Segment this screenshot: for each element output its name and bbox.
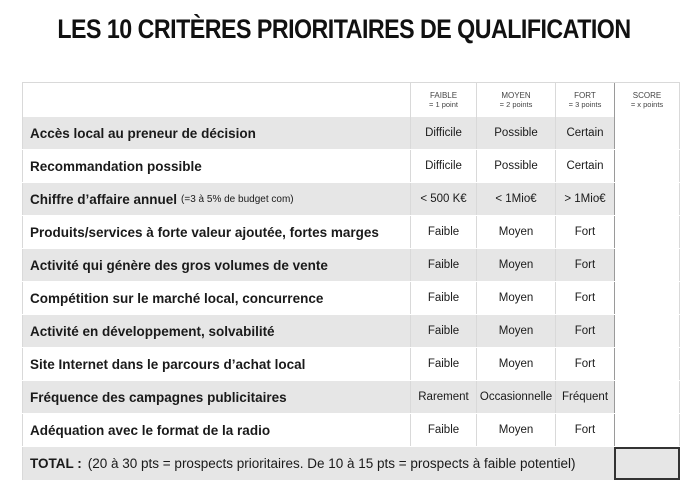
header-faible-name: FAIBLE xyxy=(429,91,458,100)
value-faible: Faible xyxy=(410,282,476,314)
value-fort: Fort xyxy=(555,348,614,380)
header-fort-name: FORT xyxy=(574,91,596,100)
criterion-label: Site Internet dans le parcours d’achat local xyxy=(22,348,410,380)
value-faible: Rarement xyxy=(410,381,476,413)
header-score-sub: = x points xyxy=(630,100,664,109)
criterion-label: Recommandation possible xyxy=(22,150,410,182)
value-moyen: Possible xyxy=(476,150,555,182)
total-text xyxy=(22,447,614,480)
table-row xyxy=(22,414,680,447)
criterion-label: Adéquation avec le format de la radio xyxy=(22,414,410,446)
table-row xyxy=(22,183,680,216)
value-faible: Faible xyxy=(410,249,476,281)
score-cell[interactable] xyxy=(614,315,680,347)
total-description: (20 à 30 pts = prospects prioritaires. De 10 à 15 pts = prospects à faible potentiel) xyxy=(87,456,576,471)
value-moyen: Moyen xyxy=(476,348,555,380)
value-moyen: Possible xyxy=(476,117,555,149)
table-row xyxy=(22,216,680,249)
total-row xyxy=(22,447,680,480)
criterion-note: (=3 à 5% de budget com) xyxy=(181,193,294,205)
table-row xyxy=(22,282,680,315)
header-moyen-name: MOYEN xyxy=(501,91,531,100)
criterion-label: Activité en développement, solvabilité xyxy=(22,315,410,347)
value-fort: Fort xyxy=(555,282,614,314)
score-cell[interactable] xyxy=(614,282,680,314)
value-faible: Difficile xyxy=(410,117,476,149)
value-faible: Faible xyxy=(410,348,476,380)
total-score-box[interactable] xyxy=(614,447,680,480)
criterion-label: Chiffre d’affaire annuel (=3 à 5% de budget com) xyxy=(22,183,410,215)
value-faible: Difficile xyxy=(410,150,476,182)
score-cell[interactable] xyxy=(614,414,680,446)
score-cell[interactable] xyxy=(614,183,680,215)
criteria-table xyxy=(22,82,680,480)
criterion-label: Fréquence des campagnes publicitaires xyxy=(22,381,410,413)
criterion-label: Accès local au preneur de décision xyxy=(22,117,410,149)
value-fort: Certain xyxy=(555,150,614,182)
header-score xyxy=(614,83,680,117)
value-moyen: < 1Mio€ xyxy=(476,183,555,215)
total-label: TOTAL : xyxy=(30,456,82,471)
value-moyen: Moyen xyxy=(476,216,555,248)
header-fort-sub: = 3 points xyxy=(568,100,602,109)
score-cell[interactable] xyxy=(614,117,680,149)
table-row xyxy=(22,315,680,348)
header-faible xyxy=(410,83,476,117)
score-cell[interactable] xyxy=(614,150,680,182)
value-moyen: Moyen xyxy=(476,282,555,314)
value-faible: Faible xyxy=(410,414,476,446)
value-fort: > 1Mio€ xyxy=(555,183,614,215)
table-row xyxy=(22,249,680,282)
page-title: LES 10 CRITÈRES PRIORITAIRES DE QUALIFICATION xyxy=(57,14,631,44)
value-fort: Fort xyxy=(555,249,614,281)
criterion-label: Produits/services à forte valeur ajoutée, fortes marges xyxy=(22,216,410,248)
table-header-row xyxy=(22,83,680,117)
value-moyen: Occasionnelle xyxy=(476,381,555,413)
header-fort xyxy=(555,83,614,117)
score-cell[interactable] xyxy=(614,249,680,281)
value-fort: Fort xyxy=(555,216,614,248)
value-fort: Fort xyxy=(555,315,614,347)
header-moyen-sub: = 2 points xyxy=(499,100,533,109)
header-faible-sub: = 1 point xyxy=(429,100,458,109)
table-row xyxy=(22,117,680,150)
value-faible: Faible xyxy=(410,315,476,347)
value-moyen: Moyen xyxy=(476,414,555,446)
value-fort: Certain xyxy=(555,117,614,149)
criterion-label: Compétition sur le marché local, concurrence xyxy=(22,282,410,314)
value-moyen: Moyen xyxy=(476,315,555,347)
table-row xyxy=(22,381,680,414)
header-score-name: SCORE xyxy=(632,91,662,100)
criterion-label: Activité qui génère des gros volumes de vente xyxy=(22,249,410,281)
table-row xyxy=(22,150,680,183)
score-cell[interactable] xyxy=(614,216,680,248)
header-moyen xyxy=(476,83,555,117)
value-fort: Fréquent xyxy=(555,381,614,413)
value-fort: Fort xyxy=(555,414,614,446)
table-row xyxy=(22,348,680,381)
score-cell[interactable] xyxy=(614,348,680,380)
value-faible: < 500 K€ xyxy=(410,183,476,215)
value-faible: Faible xyxy=(410,216,476,248)
header-label-cell xyxy=(22,83,410,117)
score-cell[interactable] xyxy=(614,381,680,413)
value-moyen: Moyen xyxy=(476,249,555,281)
